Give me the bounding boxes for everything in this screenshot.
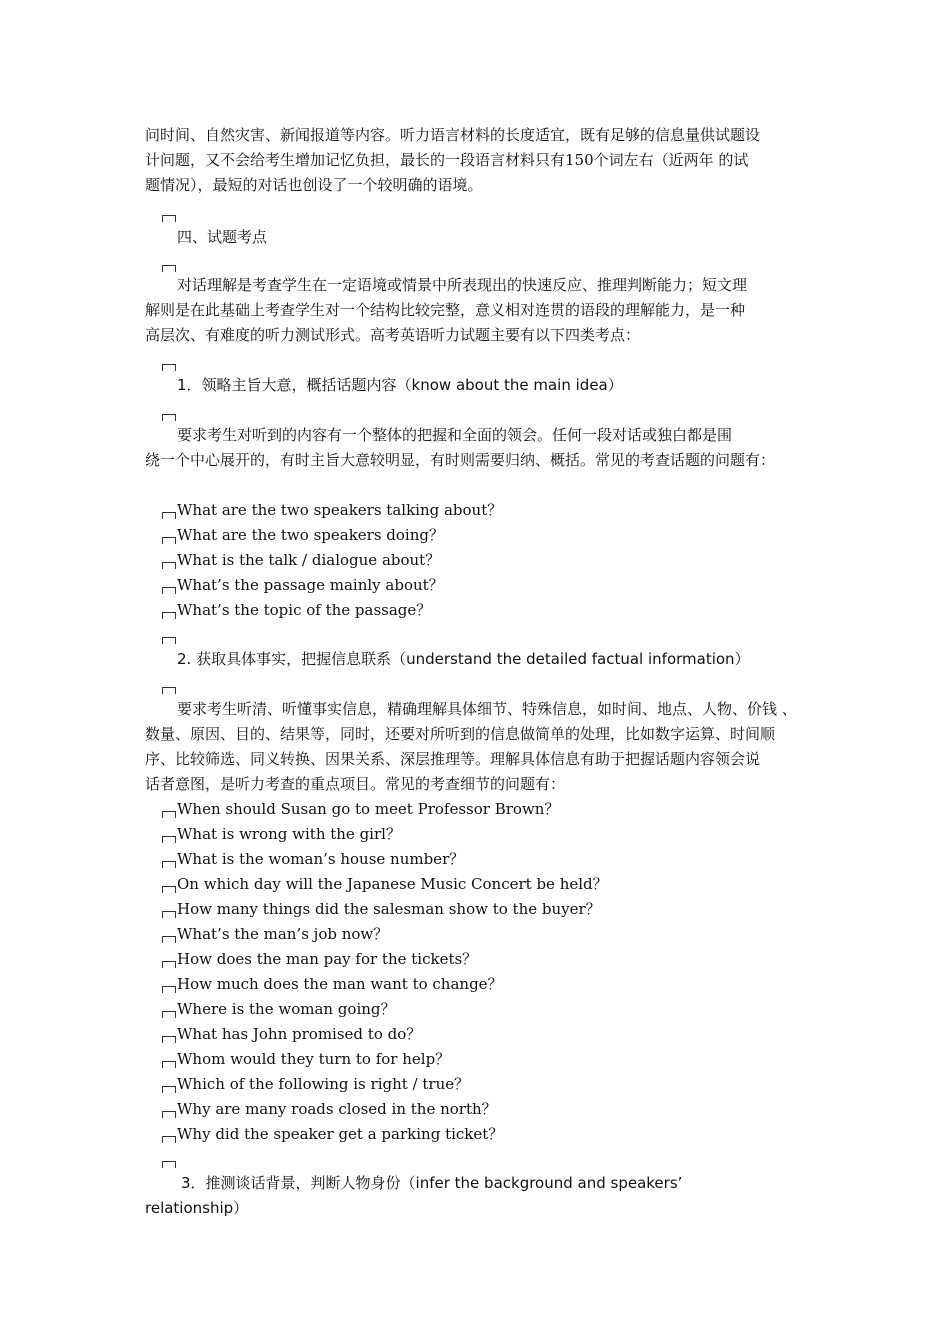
- question-item: What is the woman’s house number？: [177, 850, 465, 868]
- question-item: What’s the passage mainly about？: [177, 576, 444, 594]
- point2-paragraph: [145, 697, 810, 797]
- question-item: When should Susan go to meet Professor Brown？: [177, 800, 560, 818]
- question-item: Why are many roads closed in the north？: [177, 1100, 497, 1118]
- intro-line: 题情况），最短的对话也创设了一个较明确的语境。: [145, 176, 483, 194]
- question-item: Whom would they turn to for help？: [177, 1050, 451, 1068]
- paragraph-mark-icon: [162, 1036, 176, 1043]
- para-line: 要求考生听清、听懂事实信息，精确理解具体细节、特殊信息，如时间、地点、人物、价钱 、: [177, 700, 797, 718]
- paragraph-mark-icon: [162, 1161, 176, 1168]
- point3-heading: [145, 1171, 810, 1221]
- section-heading: 四、试题考点: [177, 228, 268, 246]
- paragraph-mark-icon: [162, 886, 176, 893]
- paragraph-mark-icon: [162, 936, 176, 943]
- para-line: 数量、原因、目的、结果等，同时，还要对所听到的信息做简单的处理，比如数字运算、时间顺: [145, 725, 776, 743]
- paragraph-mark-icon: [162, 1011, 176, 1018]
- paragraph-mark-icon: [162, 961, 176, 968]
- paragraph-mark-icon: [162, 861, 176, 868]
- question-item: What has John promised to do？: [177, 1025, 422, 1043]
- paragraph-mark-icon: [162, 414, 176, 421]
- intro-line: 问时间、自然灾害、新闻报道等内容。听力语言材料的长度适宜，既有足够的信息量供试题设: [145, 126, 761, 144]
- point2-question-list: [177, 797, 817, 1147]
- paragraph-mark-icon: [162, 562, 176, 569]
- question-item: How many things did the salesman show to the buyer？: [177, 900, 601, 918]
- question-item: How does the man pay for the tickets？: [177, 950, 478, 968]
- paragraph-mark-icon: [162, 1111, 176, 1118]
- section4-paragraph: [145, 273, 810, 348]
- paragraph-mark-icon: [162, 986, 176, 993]
- para-line: 话者意图，是听力考查的重点项目。常见的考查细节的问题有：: [145, 775, 566, 793]
- paragraph-mark-icon: [162, 1086, 176, 1093]
- point2-heading: 2. 获取具体事实，把握信息联系（understand the detailed factual information）: [177, 650, 750, 668]
- para-line: 高层次、有难度的听力测试形式。高考英语听力试题主要有以下四类考点：: [145, 326, 641, 344]
- question-item: What is wrong with the girl？: [177, 825, 401, 843]
- paragraph-mark-icon: [162, 537, 176, 544]
- paragraph-mark-icon: [162, 637, 176, 644]
- point1-paragraph: [145, 423, 810, 473]
- paragraph-mark-icon: [162, 811, 176, 818]
- question-item: What are the two speakers talking about？: [177, 501, 503, 519]
- para-line: 对话理解是考查学生在一定语境或情景中所表现出的快速反应、推理判断能力；短文理: [177, 276, 748, 294]
- paragraph-mark-icon: [162, 1061, 176, 1068]
- question-item: What are the two speakers doing？: [177, 526, 444, 544]
- paragraph-mark-icon: [162, 612, 176, 619]
- paragraph-mark-icon: [162, 265, 176, 272]
- question-item: Which of the following is right / true？: [177, 1075, 470, 1093]
- paragraph-mark-icon: [162, 687, 176, 694]
- para-line: 绕一个中心展开的，有时主旨大意较明显，有时则需要归纳、概括。常见的考查话题的问题有：: [145, 451, 776, 469]
- question-item: Why did the speaker get a parking ticket？: [177, 1125, 504, 1143]
- point1-question-list: [177, 498, 817, 623]
- para-line: 要求考生对听到的内容有一个整体的把握和全面的领会。任何一段对话或独白都是围: [177, 426, 733, 444]
- question-item: What is the talk / dialogue about？: [177, 551, 441, 569]
- intro-paragraph: [145, 123, 810, 198]
- question-item: What’s the man’s job now？: [177, 925, 389, 943]
- point3-heading-line: 3．推测谈话背景，判断人物身份（infer the background and speakers’: [181, 1174, 683, 1192]
- paragraph-mark-icon: [162, 587, 176, 594]
- question-item: Where is the woman going？: [177, 1000, 396, 1018]
- para-line: 解则是在此基础上考查学生对一个结构比较完整，意义相对连贯的语段的理解能力，是一种: [145, 301, 746, 319]
- paragraph-mark-icon: [162, 364, 176, 371]
- para-line: 序、比较筛选、同义转换、因果关系、深层推理等。理解具体信息有助于把握话题内容领会说: [145, 750, 761, 768]
- question-item: What’s the topic of the passage？: [177, 601, 432, 619]
- paragraph-mark-icon: [162, 836, 176, 843]
- point1-heading: 1．领略主旨大意，概括话题内容（know about the main idea）: [177, 376, 623, 394]
- question-item: How much does the man want to change？: [177, 975, 503, 993]
- paragraph-mark-icon: [162, 512, 176, 519]
- paragraph-mark-icon: [162, 215, 176, 222]
- paragraph-mark-icon: [162, 1136, 176, 1143]
- point3-heading-line: relationship）: [145, 1199, 249, 1217]
- question-item: On which day will the Japanese Music Concert be held？: [177, 875, 608, 893]
- paragraph-mark-icon: [162, 911, 176, 918]
- intro-line: 计问题，又不会给考生增加记忆负担，最长的一段语言材料只有150个词左右（近两年 的试: [145, 151, 749, 169]
